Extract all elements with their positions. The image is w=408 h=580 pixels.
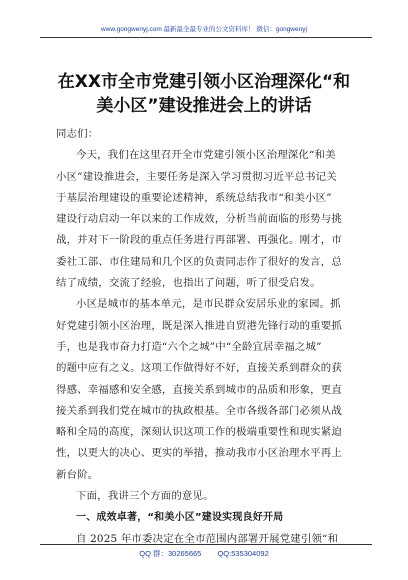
document-title	[40, 70, 368, 118]
body-text-line: 新台阶。	[56, 468, 99, 481]
section-heading: 一、成效卓著，“和美小区”建设实现良好开局	[76, 512, 284, 524]
body-text-line: 小区是城市的基本单元，是市民群众安居乐业的家园。抓	[76, 298, 341, 311]
document-body	[56, 124, 366, 550]
body-text-line: 得感、幸福感和安全感，直接关系到城市的品质和形象，更直	[56, 383, 342, 396]
body-text-line: 于基层治理建设的重要论述精神，系统总结我市“和美小区”	[56, 191, 332, 204]
footer-divider	[40, 544, 372, 545]
body-text-line: 今天，我们在这里召开全市党建引领小区治理深化“和美	[76, 149, 336, 162]
body-text-line: 结了成绩，交流了经验，也指出了问题，听了很受启发。	[56, 277, 321, 290]
body-text-line: 自 2025 年市委决定在全市范围内部署开展党建引领“和	[76, 532, 339, 545]
body-text-line: 委社工部、市住建局和几个区的负责同志作了很好的发言，总	[56, 255, 342, 268]
body-text-line: 建设行动启动一年以来的工作成效，分析当前面临的形势与挑	[56, 213, 342, 226]
site-header[interactable]: www.gongwenyj.com 最新最全最专业的公文资料库！ 微信：gongwenyj	[101, 26, 307, 33]
footer-qq-group: QQ 群：30265665	[139, 549, 202, 558]
site-footer	[40, 548, 368, 559]
title-line-1: 在XX市全市党建引领小区治理深化“和	[57, 72, 351, 92]
body-text-line: 战，并对下一阶段的重点任务进行再部署、再强化。刚才，市	[56, 234, 342, 247]
body-text-line: 下面，我讲三个方面的意见。	[76, 490, 214, 503]
body-text-line: 略和全局的高度，深刻认识这项工作的极端重要性和现实紧迫	[56, 426, 342, 439]
header-divider	[40, 37, 372, 38]
body-text-line: 小区”建设推进会，主要任务是深入学习贯彻习近平总书记关	[56, 170, 337, 183]
body-text-line: 手，也是我市奋力打造“六个之城”中“全龄宜居幸福之城”	[56, 340, 322, 353]
footer-qq: QQ:535304092	[217, 549, 269, 558]
body-text-line: 好党建引领小区治理，既是深入推进自贸港先锋行动的重要抓	[56, 319, 342, 332]
title-line-2: 美小区”建设推进会上的讲话	[96, 96, 312, 116]
body-text-line: 接关系到我们党在城市的执政根基。全市各级各部门必须从战	[56, 404, 342, 417]
body-text-line: 性，以更大的决心、更实的举措，推动我市小区治理水平再上	[56, 447, 342, 460]
body-text-line: 同志们：	[56, 128, 99, 140]
body-text-line: 的题中应有之义。这项工作做得好不好，直接关系到群众的获	[56, 362, 342, 375]
